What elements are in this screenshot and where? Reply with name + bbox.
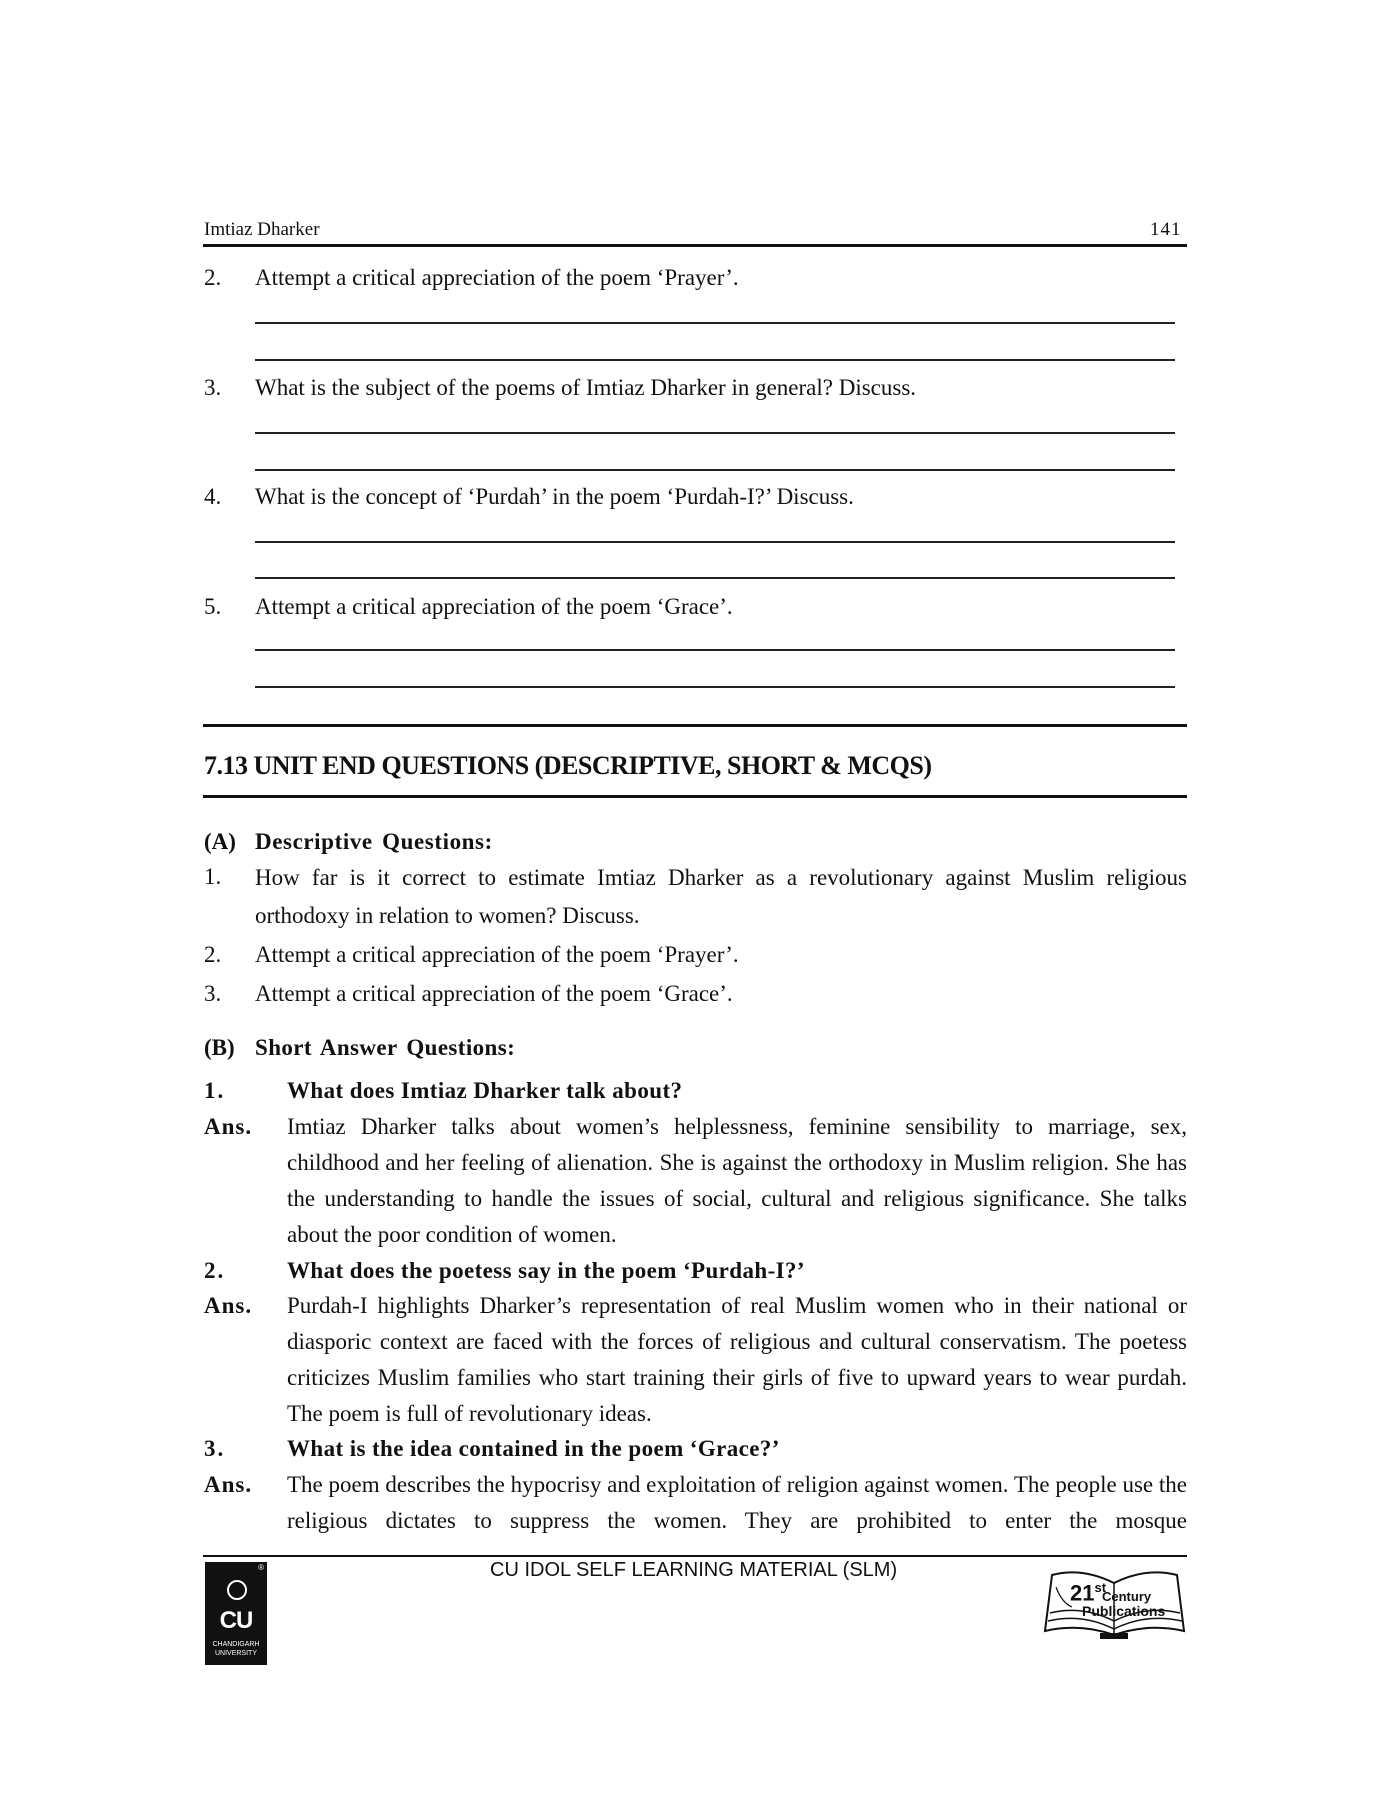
question-number: 2. [204, 1258, 226, 1283]
section-rule-top [203, 724, 1187, 727]
question-text: Attempt a critical appreciation of the poem ‘Prayer’. [255, 265, 739, 290]
logo-superscript: st [1094, 1580, 1107, 1595]
answer-line [255, 686, 1175, 688]
question-number: 1. [204, 1078, 226, 1103]
question-number: 3. [204, 375, 222, 400]
logo-number: 21 [1070, 1580, 1095, 1606]
answer-text: Imtiaz Dharker talks about women’s helplessness, feminine sensibility to marriage, sex, childhood and her feeling of alienation. She is against the orthodoxy in Muslim religion. She has the understanding to handle the issues of social, cultural and religious significance. She talks about the poor condition of women. [287, 1114, 1187, 1247]
answer-line [255, 469, 1175, 471]
page-number: 141 [1150, 219, 1182, 240]
answer-label: Ans. [204, 1114, 253, 1139]
question-text: What is the subject of the poems of Imtiaz Dharker in general? Discuss. [255, 375, 917, 400]
university-name-line1: CHANDIGARH [212, 1641, 260, 1648]
answer-line [255, 359, 1175, 361]
cu-initials: CU [219, 1607, 253, 1634]
header-rule [203, 244, 1187, 247]
answer-label: Ans. [204, 1472, 253, 1497]
answer-label: Ans. [204, 1293, 253, 1318]
21st-century-publications-logo [1042, 1563, 1187, 1641]
subsection-label: (B) [204, 1035, 235, 1060]
answer-text: The poem describes the hypocrisy and exploitation of religion against women. The people use the religious dictates to suppress the women. They are prohibited to enter the mosque [287, 1472, 1187, 1533]
footer-rule [203, 1555, 1187, 1557]
question-number: 2. [204, 265, 222, 290]
list-item: Attempt a critical appreciation of the poem ‘Prayer’. [255, 942, 739, 967]
answer-line [255, 649, 1175, 651]
list-number: 1. [204, 864, 222, 889]
answer-line [255, 541, 1175, 543]
logo-century: Century [1102, 1589, 1152, 1604]
footer-title: CU IDOL SELF LEARNING MATERIAL (SLM) [490, 1559, 898, 1581]
question-number: 4. [204, 484, 222, 509]
subsection-title: Descriptive Questions: [255, 829, 493, 854]
answer-line [255, 432, 1175, 434]
section-rule-bottom [203, 795, 1187, 798]
running-title: Imtiaz Dharker [204, 219, 320, 240]
question-number: 3. [204, 1436, 226, 1461]
answer-line [255, 577, 1175, 579]
list-item: How far is it correct to estimate Imtiaz Dharker as a revolutionary against Muslim religious orthodoxy in relation to women? Discuss. [255, 865, 1187, 928]
question-text: What does Imtiaz Dharker talk about? [287, 1078, 683, 1103]
list-item: Attempt a critical appreciation of the poem ‘Grace’. [255, 981, 733, 1006]
question-text: What is the idea contained in the poem ‘Grace?’ [287, 1436, 780, 1461]
question-number: 5. [204, 594, 222, 619]
logo-publications: Publications [1082, 1603, 1166, 1619]
answer-line [255, 322, 1175, 324]
question-text: What does the poetess say in the poem ‘Purdah-I?’ [287, 1258, 805, 1283]
registered-mark: ® [258, 1563, 264, 1572]
section-heading: 7.13 UNIT END QUESTIONS (DESCRIPTIVE, SHORT & MCQS) [204, 751, 932, 780]
question-text: Attempt a critical appreciation of the poem ‘Grace’. [255, 594, 733, 619]
question-text: What is the concept of ‘Purdah’ in the poem ‘Purdah-I?’ Discuss. [255, 484, 854, 509]
university-name-line2: UNIVERSITY [214, 1650, 257, 1657]
list-number: 3. [204, 981, 222, 1006]
chandigarh-university-logo [205, 1562, 267, 1665]
subsection-label: (A) [204, 829, 236, 854]
answer-text: Purdah-I highlights Dharker’s representation of real Muslim women who in their national or diasporic context are faced with the forces of religious and cultural conservatism. The poetess criticizes Muslim families who start training their girls of five to upward years to wear purdah. The poem is full of revolutionary ideas. [287, 1293, 1187, 1426]
emblem-icon [227, 1580, 247, 1600]
subsection-title: Short Answer Questions: [255, 1035, 516, 1060]
list-number: 2. [204, 942, 222, 967]
